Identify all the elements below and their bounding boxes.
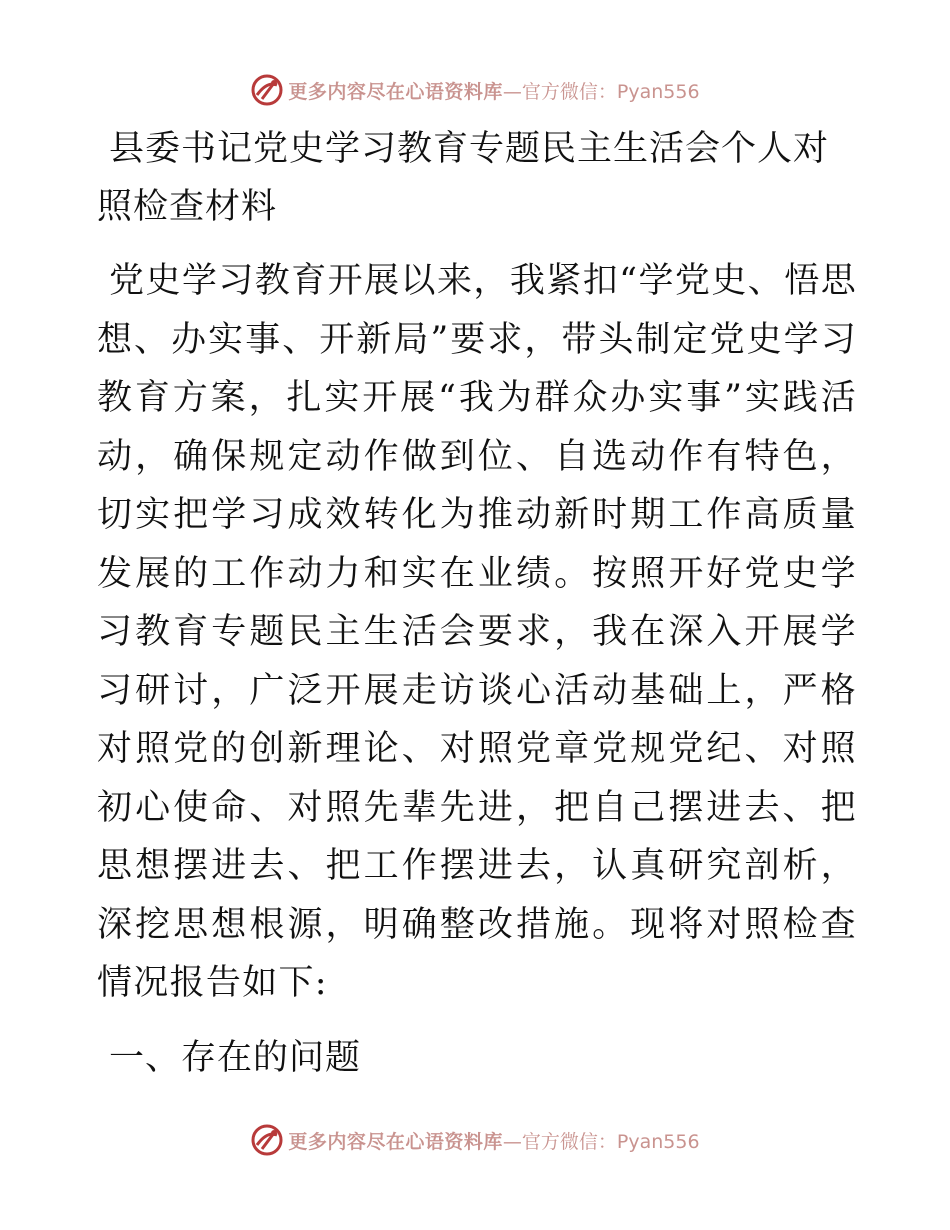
watermark-sub-text: —官方微信：Pyan556	[502, 1130, 700, 1153]
watermark-sub-text: —官方微信：Pyan556	[502, 80, 700, 103]
watermark-main-text: 更多内容尽在心语资料库	[288, 80, 503, 103]
swirl-pen-logo-icon	[250, 1123, 284, 1157]
swirl-pen-logo-icon	[250, 73, 284, 107]
header-watermark	[0, 70, 950, 110]
intro-paragraph: 党史学习教育开展以来，我紧扣“学党史、悟思想、办实事、开新局”要求，带头制定党史学习教育方案，扎实开展“我为群众办实事”实践活动，确保规定动作做到位、自选动作有特色，切实把学习成效转化为推动新时期工作高质量发展的工作动力和实在业绩。按照开好党史学习教育专题民主生活会要求，我在深入开展学习研讨，广泛开展走访谈心活动基础上，严格对照党的创新理论、对照党章党规党纪、对照初心使命、对照先辈先进，把自己摆进去、把思想摆进去、把工作摆进去，认真研究剖析，深挖思想根源，明确整改措施。现将对照检查情况报告如下:	[97, 261, 857, 1003]
document-body	[97, 120, 857, 1087]
footer-watermark	[0, 1120, 950, 1160]
document-title: 县委书记党史学习教育专题民主生活会个人对照检查材料	[97, 129, 830, 227]
section-heading: 一、存在的问题	[109, 1037, 362, 1078]
watermark-main-text: 更多内容尽在心语资料库	[288, 1130, 503, 1153]
